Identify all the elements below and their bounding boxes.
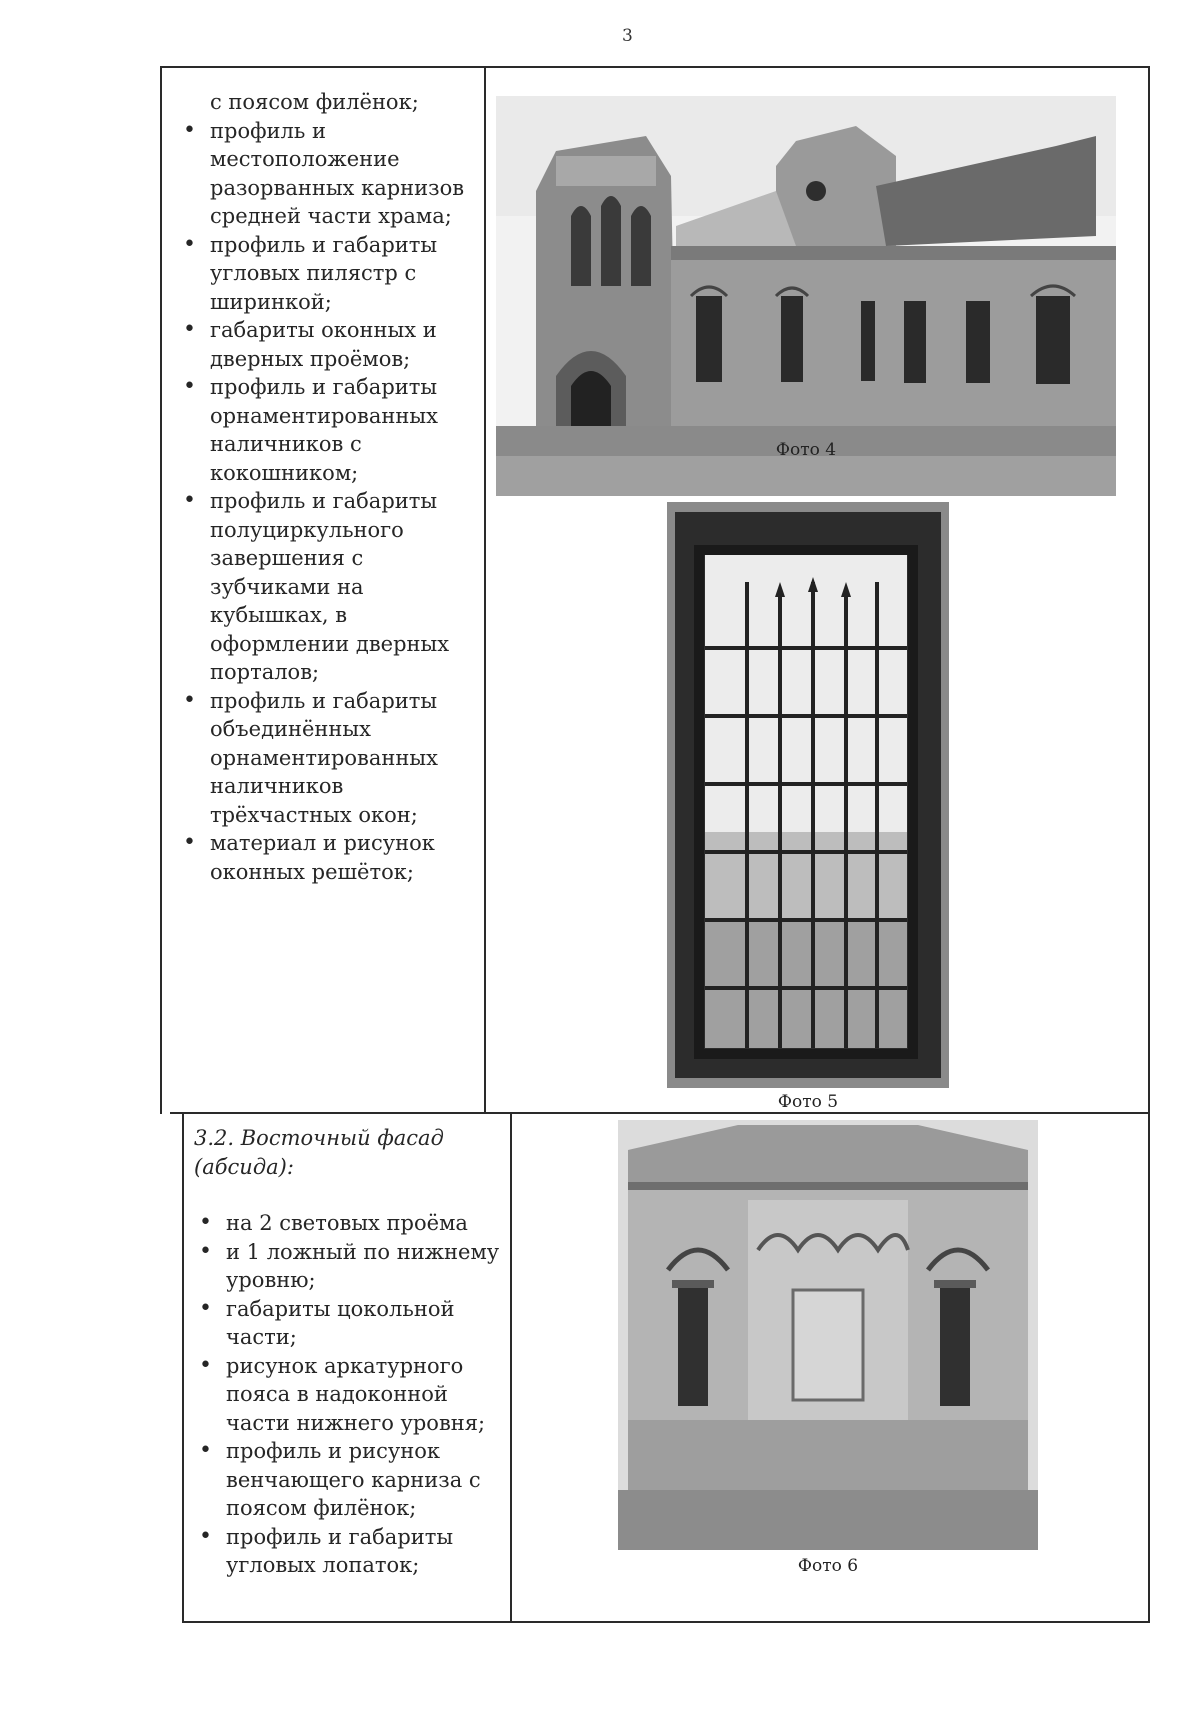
window-grille-photo [667, 502, 949, 1088]
bullet-icon: • [199, 1238, 212, 1264]
bullet-icon: • [199, 1438, 212, 1463]
list-item: • и 1 ложный по нижнему уровню; [199, 1238, 500, 1292]
list-item: • профиль и местоположение разорванных карнизов средней части храма; [183, 117, 465, 228]
document-table [160, 66, 1150, 1623]
photo-caption: Фото 6 [797, 1556, 859, 1576]
row1-text-cell [178, 88, 478, 886]
table-row-divider [170, 1112, 1150, 1114]
church-facade-icon [496, 96, 1116, 496]
row1-lead-line: с поясом филёнок; [210, 90, 419, 114]
list-item: • профиль и габариты полуциркульного завершения с зубчиками на кубышках, в оформлении дверных порталов; [183, 488, 450, 684]
list-item: • профиль и габариты объединённых орнаментированных наличников трёхчастных окон; [183, 687, 438, 827]
church-facade-photo [496, 96, 1116, 496]
photo-caption: Фото 5 [777, 1092, 839, 1112]
bullet-icon: • [199, 1295, 212, 1321]
table-column-divider-lower [510, 1112, 512, 1623]
bullet-icon: • [183, 830, 196, 855]
bullet-icon: • [183, 317, 196, 342]
bullet-icon: • [183, 231, 196, 257]
page-number: 3 [622, 26, 633, 46]
list-item: • материал и рисунок оконных решёток; [183, 830, 435, 884]
table-bottom-border [182, 1621, 1150, 1623]
list-item: • профиль и габариты угловых пилястр с ширинкой; [183, 231, 438, 314]
table-top-border [160, 66, 1150, 68]
bullet-icon: • [183, 374, 196, 399]
list-item: • профиль и габариты орнаментированных наличников с кокошником; [183, 374, 438, 485]
list-item: • на 2 световых проёма [194, 1209, 510, 1238]
bullet-icon: • [199, 1523, 212, 1549]
list-item: • профиль и габариты угловых лопаток; [199, 1523, 454, 1577]
list-item: • рисунок аркатурного пояса в надоконной части нижнего уровня; [199, 1352, 486, 1435]
list-item: • габариты цокольной части; [199, 1295, 455, 1349]
row2-bullet-list [194, 1209, 510, 1580]
photo-caption: Фото 4 [775, 440, 837, 460]
table-column-divider-upper [484, 66, 486, 1114]
list-item: • габариты оконных и дверных проёмов; [183, 317, 437, 371]
bullet-icon: • [183, 488, 196, 513]
apse-facade-icon [618, 1120, 1038, 1550]
section-heading: 3.2. Восточный фасад (абсида): [194, 1126, 444, 1179]
table-right-border [1148, 66, 1150, 1623]
table-left-border-lower [182, 1112, 184, 1623]
table-left-border-upper [160, 66, 162, 1114]
bullet-icon: • [183, 117, 196, 143]
row2-text-cell [194, 1124, 510, 1580]
bullet-icon: • [199, 1352, 212, 1378]
bullet-icon: • [183, 687, 196, 713]
bullet-icon: • [199, 1210, 212, 1235]
apse-facade-photo [618, 1120, 1038, 1550]
row1-bullet-list [178, 117, 478, 887]
list-item: • профиль и рисунок венчающего карниза с поясом филёнок; [199, 1438, 481, 1520]
window-grille-icon [667, 502, 949, 1088]
